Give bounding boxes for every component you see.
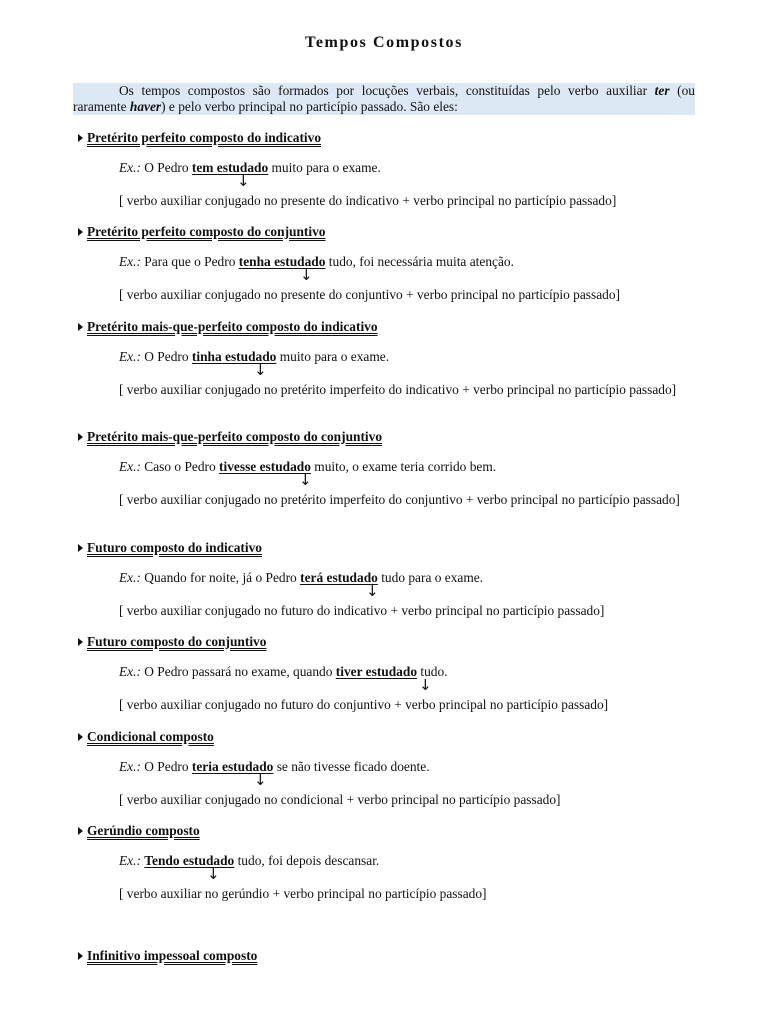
section-heading	[73, 539, 695, 556]
example-text-after: muito para o exame.	[268, 160, 381, 175]
section-heading	[73, 223, 695, 240]
example-text-after: tudo.	[417, 664, 448, 679]
down-arrow-icon: ↓	[299, 471, 312, 489]
example-line	[73, 852, 695, 869]
example-verb: tiver estudado	[335, 664, 418, 679]
down-arrow-icon: ↓	[366, 582, 379, 600]
section-heading	[73, 318, 695, 335]
down-arrow-icon: ↓	[419, 676, 432, 694]
down-arrow-icon: ↓	[300, 266, 313, 284]
example-text-after: tudo para o exame.	[377, 570, 484, 585]
section-heading-text: Pretérito mais-que-perfeito composto do indicativo	[87, 318, 378, 334]
formula-line: [ verbo auxiliar conjugado no futuro do indicativo + verbo principal no particípio passado]	[119, 603, 605, 618]
intro-text-1: Os tempos compostos são formados por locuções verbais, constituídas pelo verbo auxiliar	[119, 83, 655, 98]
section-heading-text: Pretérito perfeito composto do conjuntivo	[87, 223, 326, 239]
section-preterito-perfeito-indicativo	[73, 129, 695, 209]
formula-line: [ verbo auxiliar conjugado no futuro do conjuntivo + verbo principal no particípio passado]	[119, 697, 609, 712]
bullet-triangle-icon	[78, 134, 83, 142]
example-text-after: muito, o exame teria corrido bem.	[310, 459, 497, 474]
example-text-before: O Pedro	[140, 160, 192, 175]
section-futuro-composto-indicativo	[73, 539, 695, 619]
section-condicional-composto	[73, 728, 695, 808]
section-heading	[73, 947, 695, 964]
bullet-triangle-icon	[78, 827, 83, 835]
section-preterito-perfeito-conjuntivo	[73, 223, 695, 303]
section-heading-text: Gerúndio composto	[87, 822, 200, 838]
example-verb: tivesse estudado	[219, 459, 311, 474]
section-heading-text: Futuro composto do indicativo	[87, 539, 262, 555]
section-heading-text: Condicional composto	[87, 728, 214, 744]
intro-text-3: ) e pelo verbo principal no particípio passado. São eles:	[161, 99, 458, 114]
down-arrow-icon: ↓	[207, 865, 220, 883]
bullet-triangle-icon	[78, 952, 83, 960]
example-verb: tenha estudado	[238, 254, 326, 269]
example-label: Ex.:	[119, 853, 141, 868]
bullet-triangle-icon	[78, 638, 83, 646]
section-heading-text: Futuro composto do conjuntivo	[87, 633, 267, 649]
formula-line: [ verbo auxiliar conjugado no presente do indicativo + verbo principal no particípio passado]	[119, 193, 617, 208]
section-heading	[73, 822, 695, 839]
down-arrow-icon: ↓	[237, 172, 250, 190]
example-verb: teria estudado	[191, 759, 274, 774]
section-infinitivo-impessoal-composto	[73, 947, 695, 964]
section-mais-que-perfeito-conjuntivo	[73, 428, 695, 508]
example-line	[73, 253, 695, 270]
example-text-before: O Pedro	[140, 349, 192, 364]
example-line	[73, 159, 695, 176]
example-text-before: Caso o Pedro	[140, 459, 220, 474]
down-arrow-icon: ↓	[254, 361, 267, 379]
page-title: Tempos Compostos	[305, 34, 463, 51]
example-text-after: se não tivesse ficado doente.	[273, 759, 430, 774]
section-heading	[73, 728, 695, 745]
bullet-triangle-icon	[78, 323, 83, 331]
formula-line: [ verbo auxiliar conjugado no presente do conjuntivo + verbo principal no particípio passado]	[119, 287, 621, 302]
example-label: Ex.:	[119, 459, 141, 474]
example-label: Ex.:	[119, 349, 141, 364]
down-arrow-icon: ↓	[254, 771, 267, 789]
example-verb: terá estudado	[300, 570, 378, 585]
section-heading	[73, 428, 695, 445]
section-heading	[73, 129, 695, 146]
example-text-before: O Pedro passará no exame, quando	[140, 664, 336, 679]
formula-line: [ verbo auxiliar conjugado no condicional + verbo principal no particípio passado]	[119, 792, 561, 807]
example-text-before: O Pedro	[140, 759, 192, 774]
bullet-triangle-icon	[78, 228, 83, 236]
example-line	[73, 663, 695, 680]
intro-text-2: (ou raramente	[73, 83, 695, 114]
bullet-triangle-icon	[78, 433, 83, 441]
example-label: Ex.:	[119, 570, 141, 585]
example-text-after: muito para o exame.	[276, 349, 390, 364]
example-label: Ex.:	[119, 759, 141, 774]
bullet-triangle-icon	[78, 733, 83, 741]
example-text-after: tudo, foi depois descansar.	[234, 853, 380, 868]
bullet-triangle-icon	[78, 544, 83, 552]
example-text-after: tudo, foi necessária muita atenção.	[325, 254, 514, 269]
example-verb: tinha estudado	[191, 349, 277, 364]
section-gerundio-composto	[73, 822, 695, 902]
example-line	[73, 348, 695, 365]
section-futuro-composto-conjuntivo	[73, 633, 695, 713]
example-line	[73, 458, 695, 475]
example-text-before: Para que o Pedro	[140, 254, 239, 269]
example-text-before: Quando for noite, já o Pedro	[140, 570, 301, 585]
section-heading-text: Pretérito perfeito composto do indicativo	[87, 129, 322, 145]
section-heading-text: Pretérito mais-que-perfeito composto do conjuntivo	[87, 428, 383, 444]
intro-paragraph	[73, 83, 695, 115]
section-heading-text: Infinitivo impessoal composto	[87, 947, 258, 963]
example-label: Ex.:	[119, 160, 141, 175]
example-label: Ex.:	[119, 254, 141, 269]
section-heading	[73, 633, 695, 650]
formula-line: [ verbo auxiliar conjugado no pretérito imperfeito do indicativo + verbo principal no particípio passado]	[119, 382, 677, 397]
intro-aux-ter: ter	[654, 83, 670, 98]
example-line	[73, 758, 695, 775]
intro-aux-haver: haver	[129, 99, 162, 114]
example-line	[73, 569, 695, 586]
section-mais-que-perfeito-indicativo	[73, 318, 695, 398]
example-label: Ex.:	[119, 664, 141, 679]
example-verb: Tendo estudado	[144, 853, 235, 868]
example-verb: tem estudado	[191, 160, 269, 175]
formula-line: [ verbo auxiliar no gerúndio + verbo principal no particípio passado]	[119, 886, 487, 901]
formula-line: [ verbo auxiliar conjugado no pretérito imperfeito do conjuntivo + verbo principal no particípio passado]	[119, 492, 680, 507]
